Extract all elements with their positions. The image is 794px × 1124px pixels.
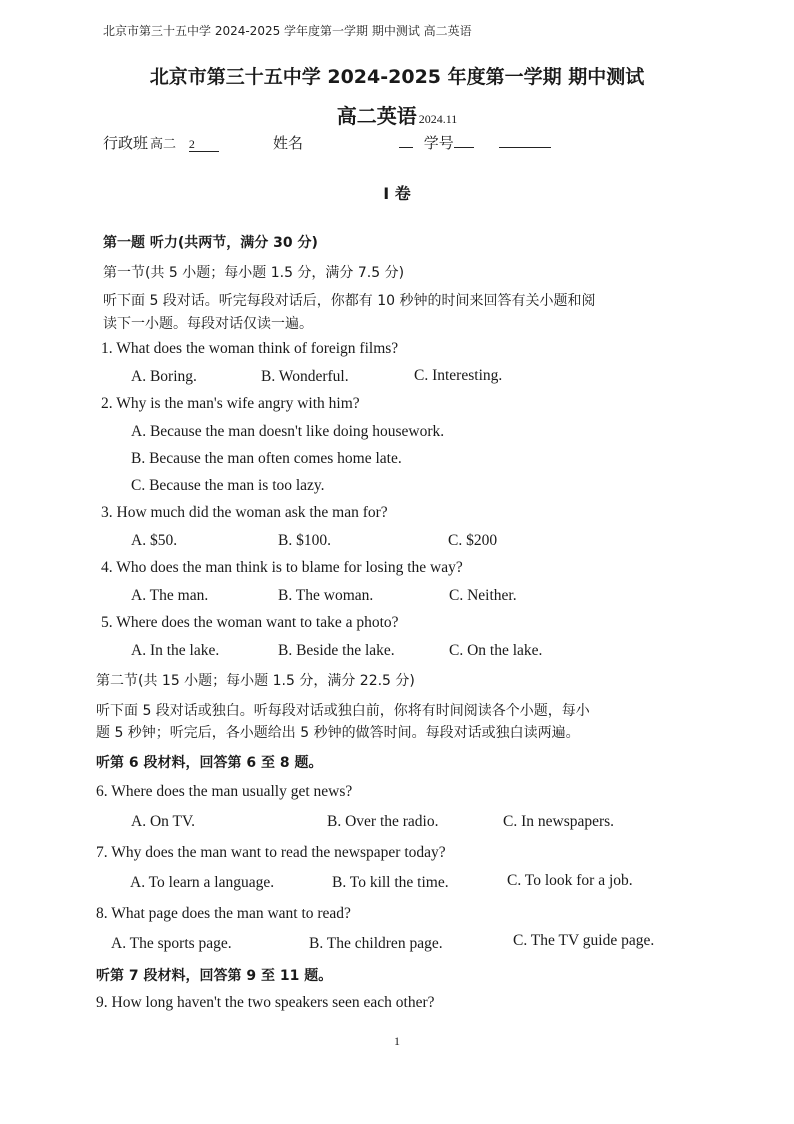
q6-option-b: B. Over the radio.	[327, 813, 439, 830]
class-field	[103, 132, 219, 153]
class-value: 高二	[150, 137, 177, 152]
id-field	[399, 132, 551, 153]
material-6-instruction: 听第 6 段材料，回答第 6 至 8 题。	[96, 755, 323, 771]
question-7: 7. Why does the man want to read the newspaper today?	[96, 844, 446, 861]
q7-option-b: B. To kill the time.	[332, 874, 449, 891]
question-4: 4. Who does the man think is to blame for losing the way?	[101, 559, 463, 576]
q8-option-a: A. The sports page.	[111, 935, 232, 952]
id-blank-2	[499, 133, 551, 148]
q5-option-a: A. In the lake.	[131, 642, 220, 659]
question-2: 2. Why is the man's wife angry with him?	[101, 395, 360, 412]
q7-option-a: A. To learn a language.	[130, 874, 275, 891]
part1-heading: 第一题 听力(共两节，满分 30 分)	[103, 235, 318, 251]
q6-option-c: C. In newspapers.	[503, 813, 615, 830]
question-6: 6. Where does the man usually get news?	[96, 783, 353, 800]
exam-date: 2024.11	[418, 112, 458, 126]
id-blank-1	[454, 133, 474, 148]
q2-option-a: A. Because the man doesn't like doing housework.	[131, 423, 445, 440]
class-label: 行政班	[103, 134, 149, 152]
question-8: 8. What page does the man want to read?	[96, 905, 351, 922]
q8-option-b: B. The children page.	[309, 935, 443, 952]
q7-option-c: C. To look for a job.	[507, 872, 633, 889]
q5-option-b: B. Beside the lake.	[278, 642, 395, 659]
q3-option-a: A. $50.	[131, 532, 178, 549]
subject-title: 高二英语	[336, 104, 417, 128]
exam-title: 北京市第三十五中学 2024-2025 年度第一学期 期中测试	[149, 66, 645, 88]
q8-option-c: C. The TV guide page.	[513, 932, 655, 949]
section1-heading: 第一节(共 5 小题；每小题 1.5 分，满分 7.5 分)	[103, 265, 405, 281]
class-number-blank	[189, 137, 219, 152]
q2-option-b: B. Because the man often comes home late.	[131, 450, 402, 467]
name-label: 姓名	[273, 134, 304, 152]
section2-instruction-2: 题 5 秒钟；听完后，各小题给出 5 秒钟的做答时间。每段对话或独白读两遍。	[96, 725, 580, 741]
q1-option-c: C. Interesting.	[414, 367, 503, 384]
material-7-instruction: 听第 7 段材料，回答第 9 至 11 题。	[96, 968, 333, 984]
q3-option-c: C. $200	[448, 532, 498, 549]
id-label: 学号	[423, 134, 454, 152]
question-3: 3. How much did the woman ask the man for?	[101, 504, 388, 521]
section2-heading: 第二节(共 15 小题；每小题 1.5 分，满分 22.5 分)	[96, 673, 415, 689]
page-number: 1	[394, 1034, 400, 1048]
q5-option-c: C. On the lake.	[449, 642, 543, 659]
question-5: 5. Where does the woman want to take a photo?	[101, 614, 399, 631]
volume-title: I 卷	[383, 184, 411, 203]
q1-option-a: A. Boring.	[131, 368, 197, 385]
class-number: 2	[188, 137, 195, 151]
running-header: 北京市第三十五中学 2024-2025 学年度第一学期 期中测试 高二英语	[103, 24, 472, 38]
q2-option-c: C. Because the man is too lazy.	[131, 477, 325, 494]
name-blank	[399, 133, 413, 148]
name-field	[273, 132, 303, 153]
section2-instruction-1: 听下面 5 段对话或独白。听每段对话或独白前，你将有时间阅读各个小题，每小	[96, 703, 590, 719]
q4-option-c: C. Neither.	[449, 587, 517, 604]
q3-option-b: B. $100.	[278, 532, 331, 549]
section1-instruction-2: 读下一小题。每段对话仅读一遍。	[103, 316, 313, 332]
q4-option-b: B. The woman.	[278, 587, 374, 604]
q1-option-b: B. Wonderful.	[261, 368, 349, 385]
exam-subtitle	[0, 100, 794, 129]
question-9: 9. How long haven't the two speakers seen each other?	[96, 994, 435, 1011]
q4-option-a: A. The man.	[131, 587, 209, 604]
section1-instruction-1: 听下面 5 段对话。听完每段对话后，你都有 10 秒钟的时间来回答有关小题和阅	[103, 293, 596, 309]
q6-option-a: A. On TV.	[131, 813, 196, 830]
question-1: 1. What does the woman think of foreign films?	[101, 340, 399, 357]
